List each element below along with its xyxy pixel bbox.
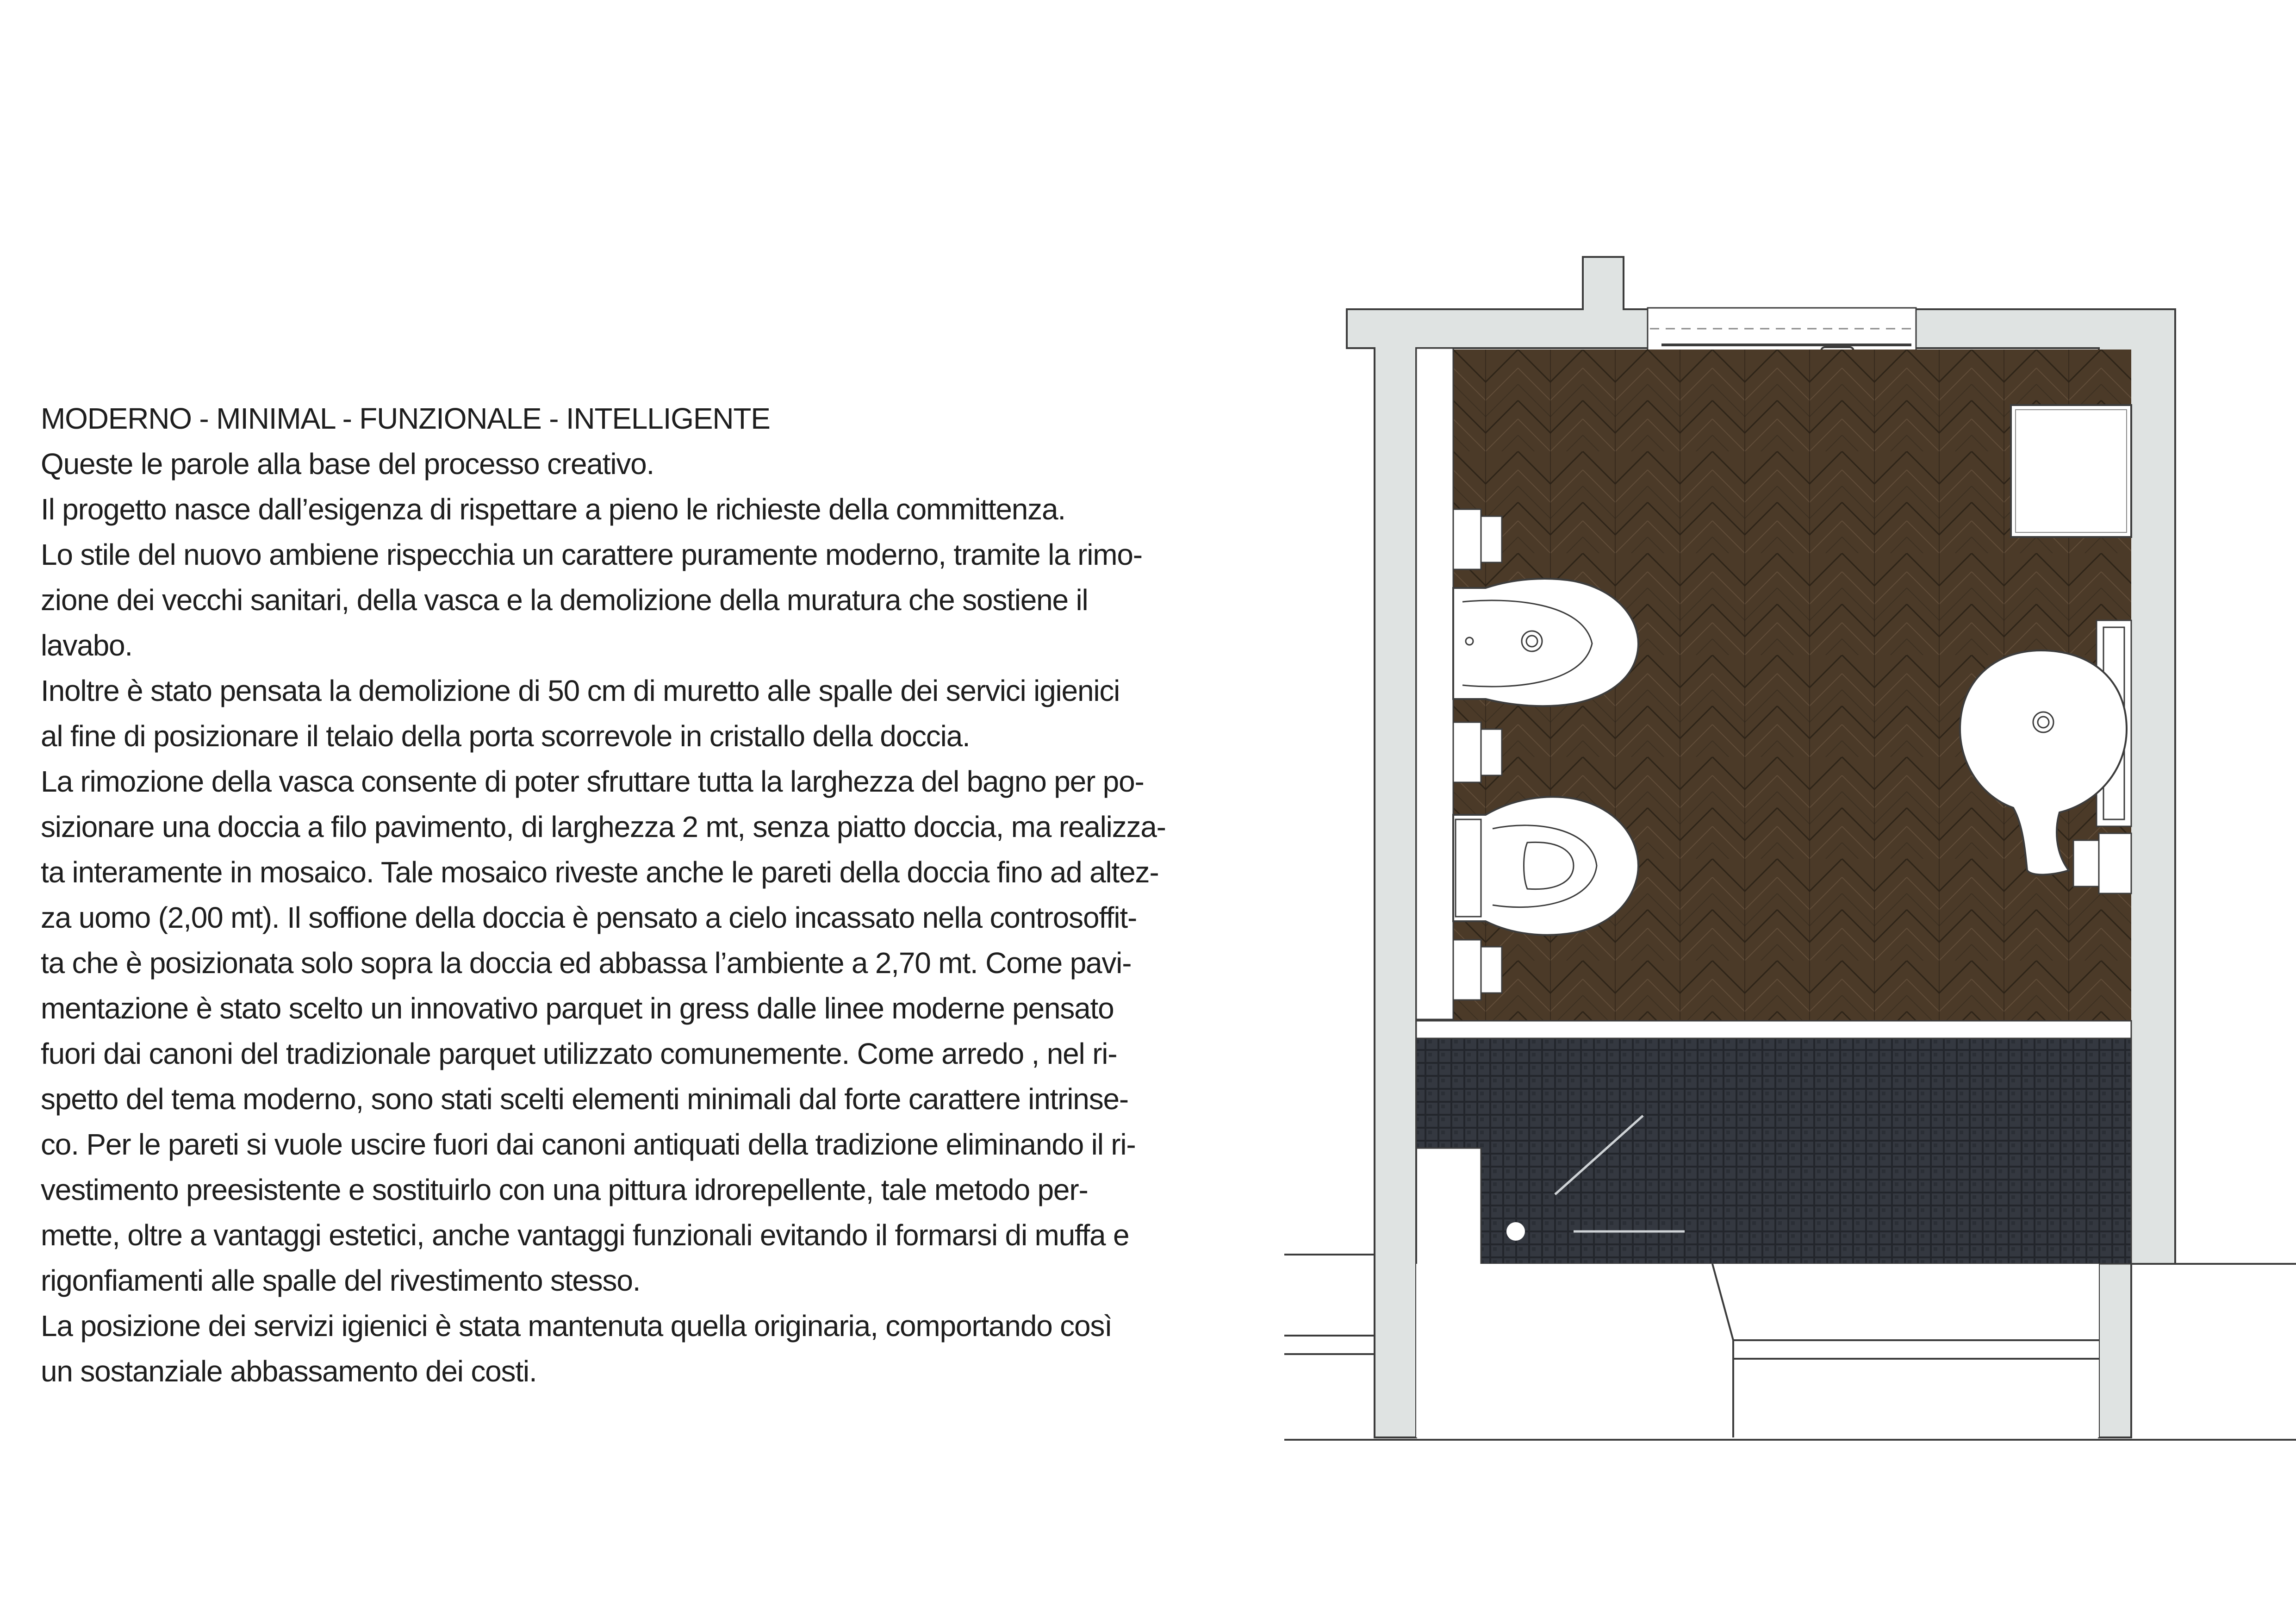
description-line: sizionare una doccia a filo pavimento, di larghezza 2 mt, senza piatto doccia, ma realizza- xyxy=(41,810,1166,843)
left-wall-strip xyxy=(1416,348,1453,1019)
description-line: mette, oltre a vantaggi estetici, anche vantaggi funzionali evitando il formarsi di muffa e xyxy=(41,1218,1129,1252)
description-line: Lo stile del nuovo ambiene rispecchia un carattere puramente moderno, tramite la rimo- xyxy=(41,538,1142,571)
description-line: rigonfiamenti alle spalle del rivestimento stesso. xyxy=(41,1264,641,1297)
description-line: un sostanziale abbassamento dei costi. xyxy=(41,1355,537,1388)
description-line: ta che è posizionata solo sopra la doccia ed abbassa l’ambiente a 2,70 mt. Come pavi- xyxy=(41,946,1132,980)
description-line: mentazione è stato scelto un innovativo parquet in gress dalle linee moderne pensato xyxy=(41,992,1114,1025)
description-line: Inoltre è stato pensata la demolizione di 50 cm di muretto alle spalle dei servici igienici xyxy=(41,674,1120,707)
description-line: zione dei vecchi sanitari, della vasca e la demolizione della muratura che sostiene il xyxy=(41,583,1088,617)
description-heading: MODERNO - MINIMAL - FUNZIONALE - INTELLIGENTE xyxy=(41,402,770,435)
description-line: za uomo (2,00 mt). Il soffione della doccia è pensato a cielo incassato nella controsoffit- xyxy=(41,901,1137,934)
description-line: Il progetto nasce dall’esigenza di rispettare a pieno le richieste della committenza. xyxy=(41,493,1065,526)
description-line: spetto del tema moderno, sono stati scelti elementi minimali dal forte carattere intrinse- xyxy=(41,1082,1129,1116)
toilet xyxy=(1453,797,1638,935)
description-line: La posizione dei servizi igienici è stata mantenuta quella originaria, comportando così xyxy=(41,1309,1112,1343)
description-line: fuori dai canoni del tradizionale parquet utilizzato comunemente. Come arredo , nel ri- xyxy=(41,1037,1117,1070)
bidet xyxy=(1453,579,1638,706)
description-line: co. Per le pareti si vuole uscire fuori dai canoni antiquati della tradizione eliminando il ri- xyxy=(41,1128,1136,1161)
shower-glass-partition xyxy=(1416,1021,2131,1038)
cabinet xyxy=(2011,405,2131,537)
description-line: vestimento preesistente e sostituirlo con una pittura idrorepellente, tale metodo per- xyxy=(41,1173,1088,1206)
description-line: La rimozione della vasca consente di poter sfruttare tutta la larghezza del bagno per po- xyxy=(41,765,1144,798)
description-line: lavabo. xyxy=(41,629,132,662)
shower-drain xyxy=(1506,1222,1525,1241)
description-line: ta interamente in mosaico. Tale mosaico riveste anche le pareti della doccia fino ad altez- xyxy=(41,856,1159,889)
corridor xyxy=(1284,1255,2296,1440)
description-line: al fine di posizionare il telaio della porta scorrevole in cristallo della doccia. xyxy=(41,719,970,753)
description-line: Queste le parole alla base del processo creativo. xyxy=(41,447,654,481)
